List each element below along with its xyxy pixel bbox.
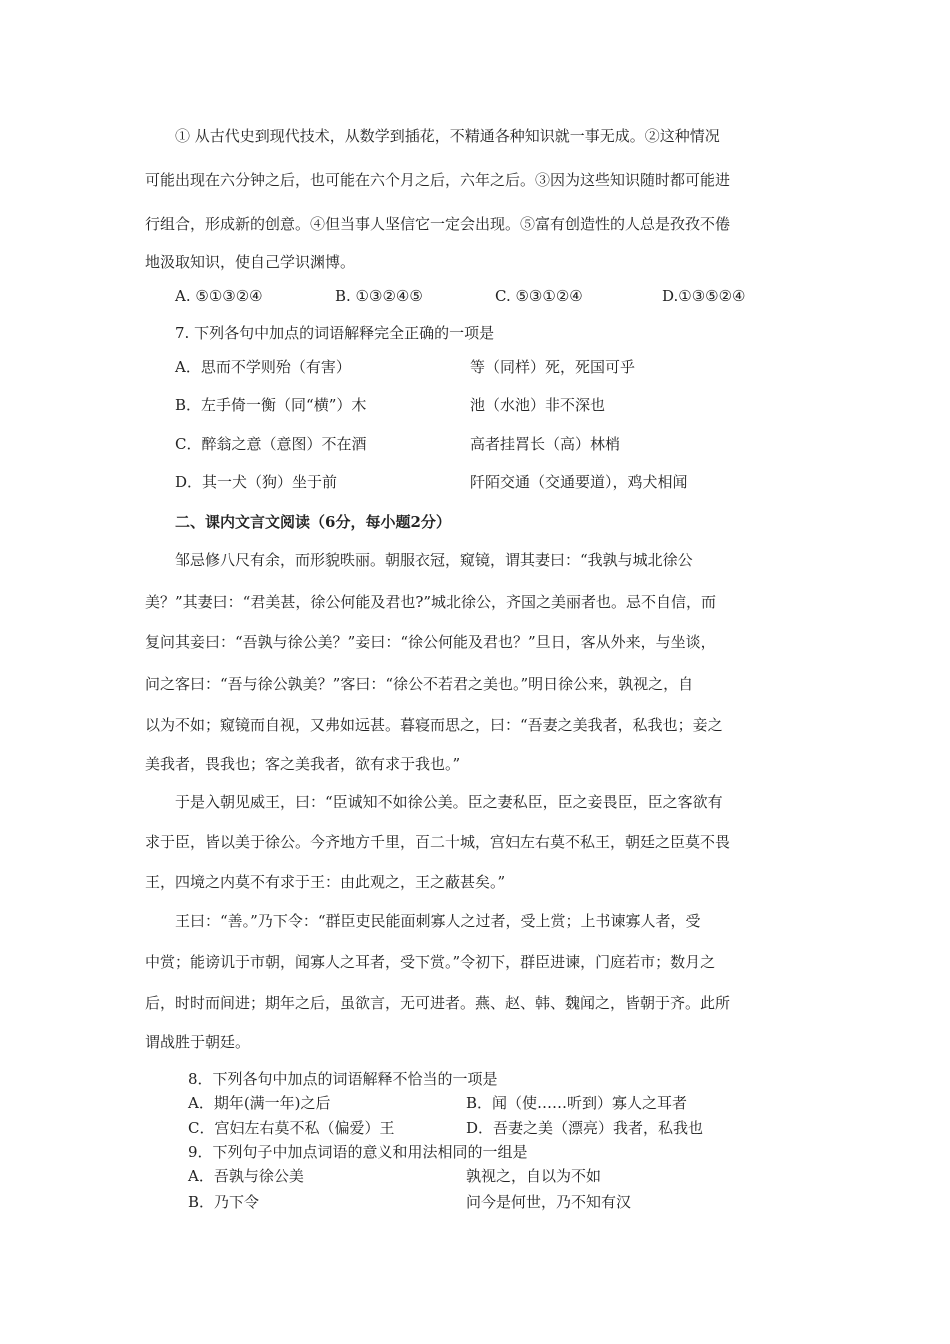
q7-option-c-left: C．醉翁之意（意图）不在酒 [175, 435, 367, 453]
passage2-line: 以为不如；窥镜而自视，又弗如远甚。暮寝而思之，曰：“吾妻之美我者，私我也；妾之 [145, 716, 723, 734]
q8-stem: 8．下列各句中加点的词语解释不恰当的一项是 [188, 1070, 498, 1088]
passage2-line: 复问其妾曰：“吾孰与徐公美？”妾曰：“徐公何能及君也？”旦日，客从外来，与坐谈， [145, 633, 716, 651]
q7-option-d-right: 阡陌交通（交通要道），鸡犬相闻 [470, 473, 688, 491]
q8-option-a: A．期年(满一年)之后 [188, 1094, 331, 1112]
q7-option-d-left: D．其一犬（狗）坐于前 [175, 473, 338, 491]
q9-option-a-left: A．吾孰与徐公美 [188, 1167, 304, 1185]
passage2-line: 王曰：“善。”乃下令：“群臣吏民能面刺寡人之过者，受上赏；上书谏寡人者，受 [175, 912, 701, 930]
q8-option-d: D．吾妻之美（漂亮）我者，私我也 [466, 1119, 704, 1137]
passage2-line: 邹忌修八尺有余，而形貌昳丽。朝服衣冠，窥镜，谓其妻曰：“我孰与城北徐公 [175, 551, 693, 569]
passage2-line: 王，四境之内莫不有求于王：由此观之，王之蔽甚矣。” [145, 873, 506, 891]
passage1-line: 可能出现在六分钟之后，也可能在六个月之后，六年之后。③因为这些知识随时都可能进 [145, 171, 731, 189]
passage2-line: 美？”其妻曰：“君美甚，徐公何能及君也?”城北徐公，齐国之美丽者也。忌不自信，而 [145, 593, 717, 611]
q6-option-a: A. ⑤①③②④ [175, 287, 263, 305]
q6-option-b: B. ①③②④⑤ [335, 287, 423, 305]
q9-option-a-right: 孰视之，自以为不如 [466, 1167, 602, 1185]
q9-option-b-right: 问今是何世，乃不知有汉 [466, 1193, 632, 1211]
q8-option-c: C．宫妇左右莫不私（偏爱）王 [188, 1119, 395, 1137]
q7-option-b-left: B．左手倚一衡（同“横”）木 [175, 396, 367, 414]
q6-option-c: C. ⑤③①②④ [495, 287, 583, 305]
q6-option-d: D.①③⑤②④ [662, 287, 746, 305]
passage1-line: 行组合，形成新的创意。④但当事人坚信它一定会出现。⑤富有创造性的人总是孜孜不倦 [145, 215, 731, 233]
passage2-line: 后，时时而间进；期年之后，虽欲言，无可进者。燕、赵、韩、魏闻之，皆朝于齐。此所 [145, 994, 731, 1012]
q8-option-b: B．闻（使……听到）寡人之耳者 [466, 1094, 688, 1112]
section-title: 二、课内文言文阅读（6分，每小题2分） [175, 513, 451, 531]
passage2-line: 中赏；能谤讥于市朝，闻寡人之耳者，受下赏。”令初下，群臣进谏，门庭若市；数月之 [145, 953, 716, 971]
passage2-line: 问之客曰：“吾与徐公孰美？”客曰：“徐公不若君之美也。”明日徐公来，孰视之，自 [145, 675, 694, 693]
q9-stem: 9．下列句子中加点词语的意义和用法相同的一组是 [188, 1143, 528, 1161]
passage2-line: 谓战胜于朝廷。 [145, 1033, 251, 1051]
q7-option-a-left: A．思而不学则殆（有害） [175, 358, 351, 376]
q7-stem: 7. 下列各句中加点的词语解释完全正确的一项是 [175, 324, 495, 342]
q9-option-b-left: B．乃下令 [188, 1193, 260, 1211]
q7-option-a-right: 等（同样）死，死国可乎 [470, 358, 636, 376]
passage2-line: 求于臣，皆以美于徐公。今齐地方千里，百二十城，宫妇左右莫不私王，朝廷之臣莫不畏 [145, 833, 731, 851]
passage2-line: 美我者，畏我也；客之美我者，欲有求于我也。” [145, 755, 461, 773]
passage2-line: 于是入朝见威王，曰：“臣诚知不如徐公美。臣之妻私臣，臣之妾畏臣，臣之客欲有 [175, 793, 723, 811]
q7-option-c-right: 高者挂罥长（高）林梢 [470, 435, 621, 453]
q7-option-b-right: 池（水池）非不深也 [470, 396, 606, 414]
passage1-line: ① 从古代史到现代技术，从数学到插花，不精通各种知识就一事无成。②这种情况 [175, 127, 720, 145]
passage1-line: 地汲取知识，使自己学识渊博。 [145, 253, 356, 271]
